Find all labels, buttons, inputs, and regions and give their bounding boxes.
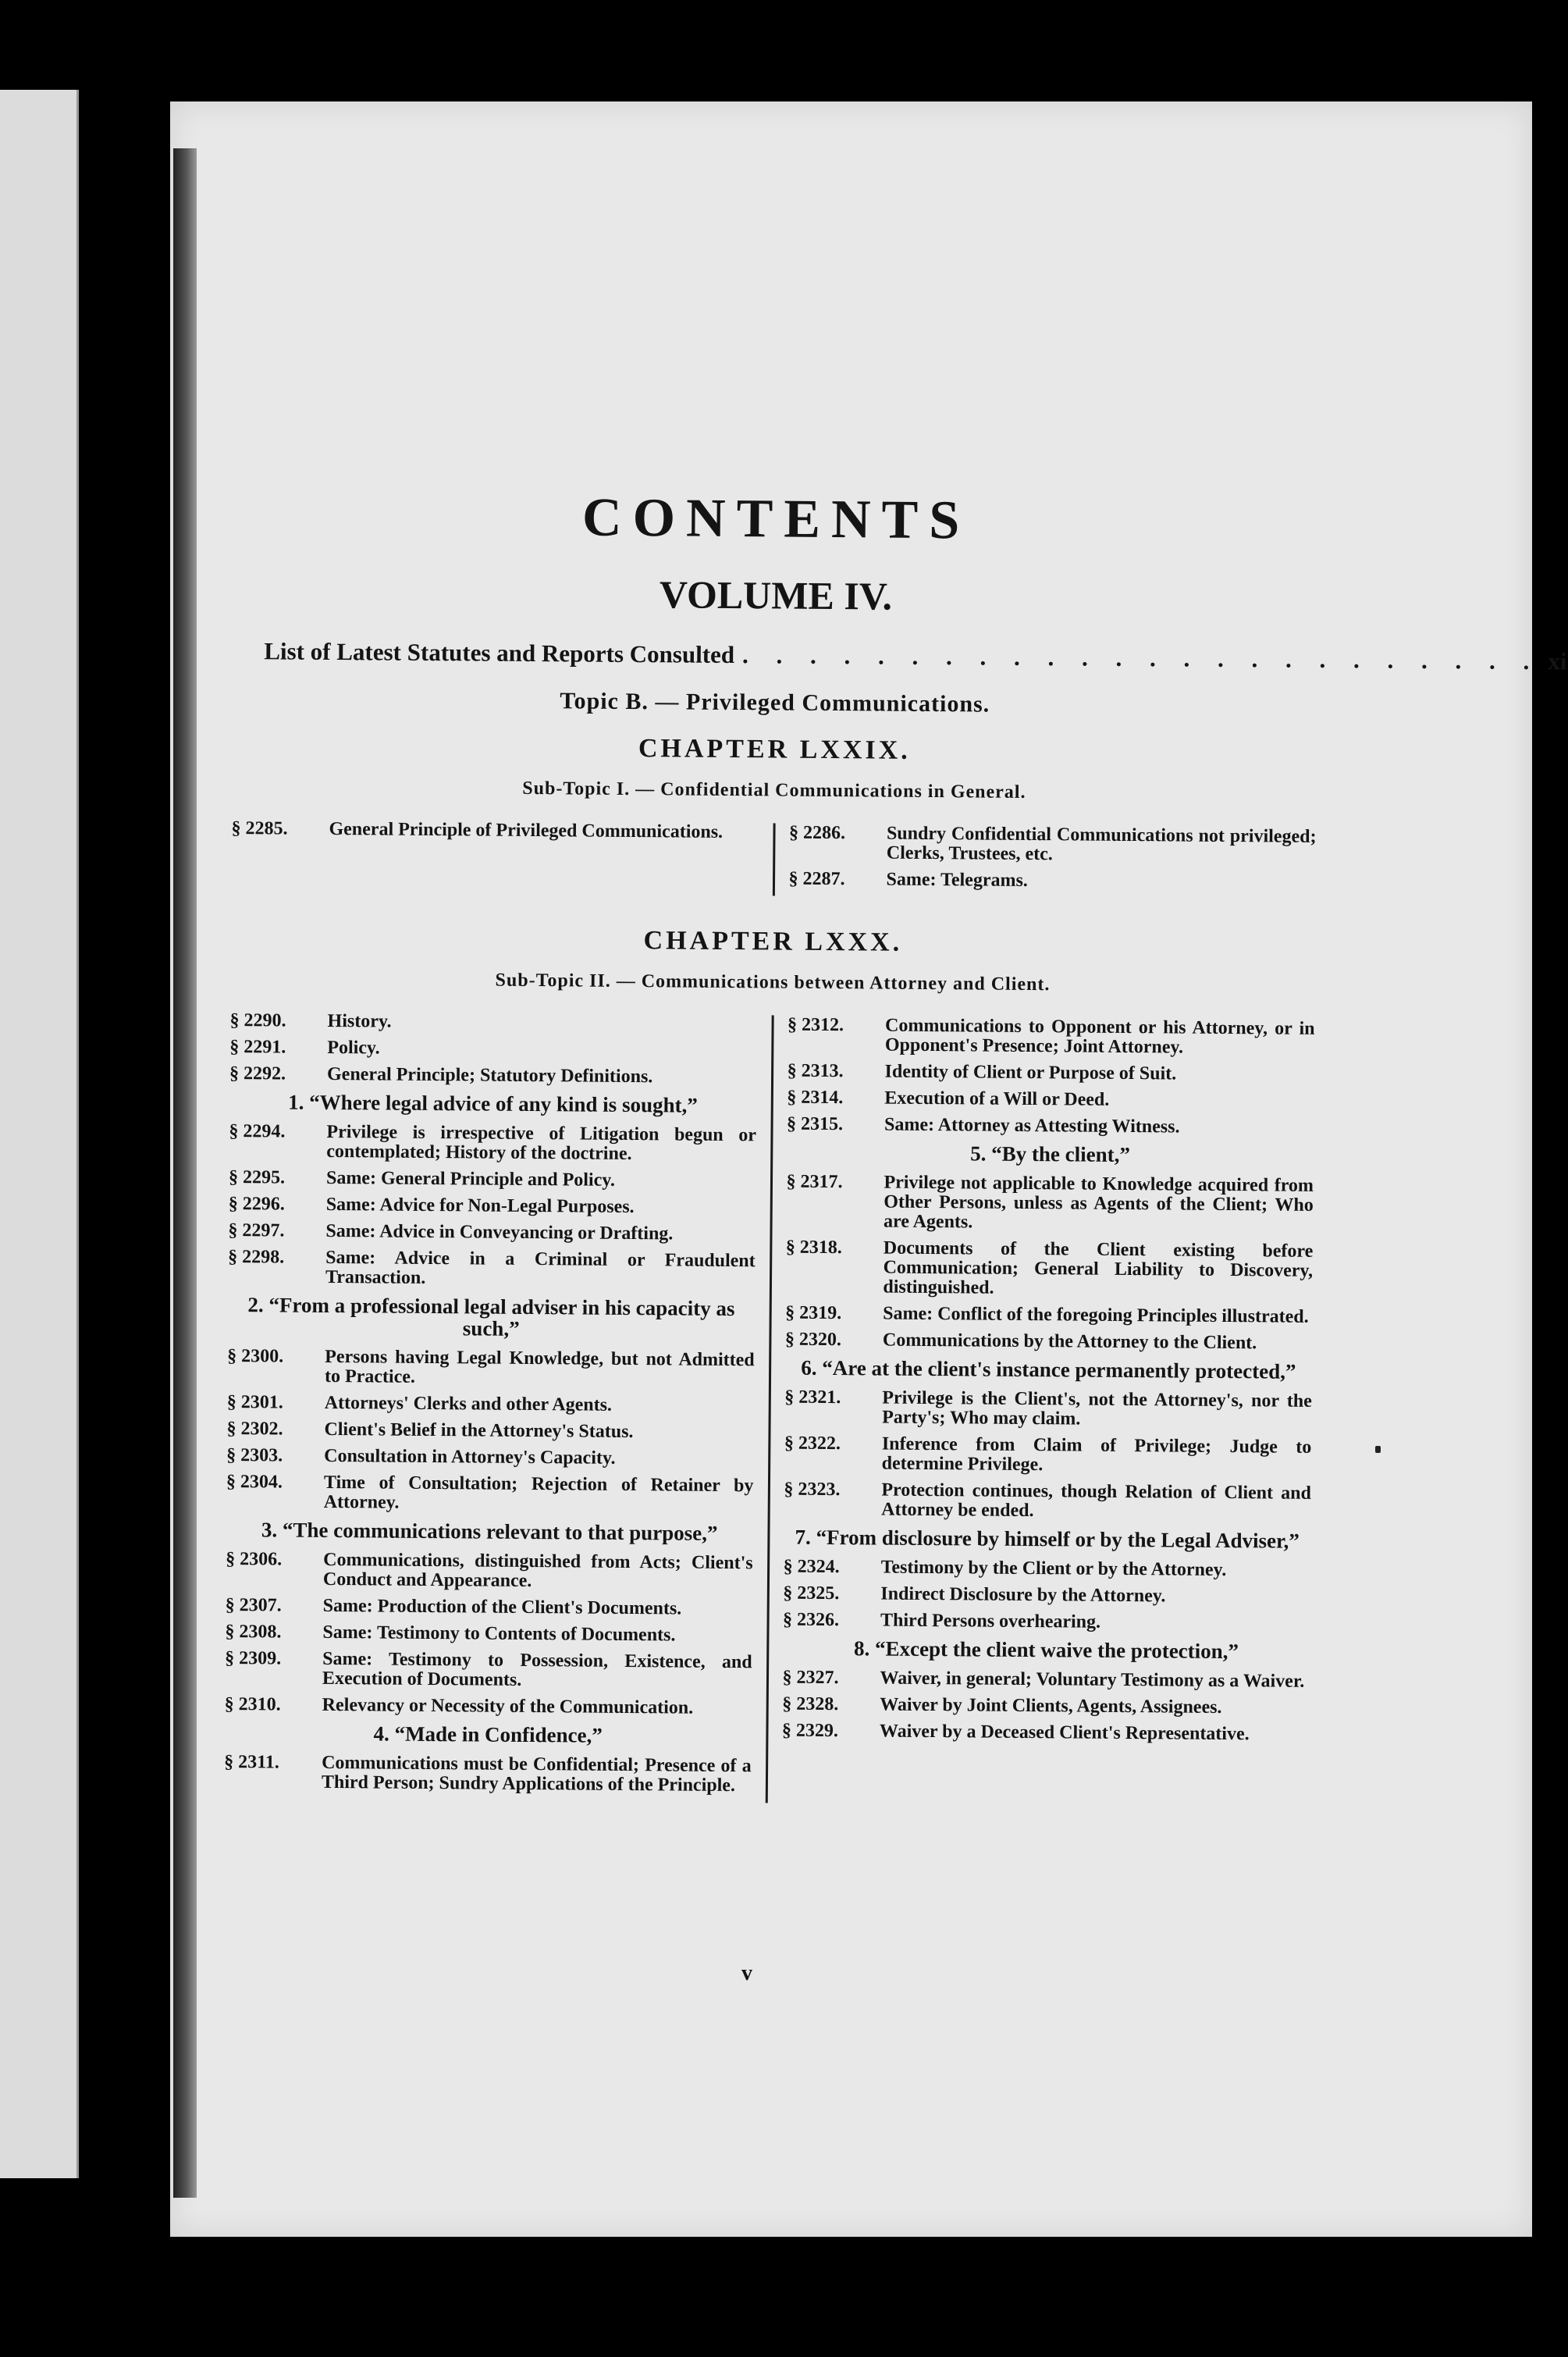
leader-dots: . . . . . . . . . . . . . . . . . . . . . . . .: [741, 641, 1541, 675]
section-title: History.: [327, 1010, 392, 1032]
toc-entry: [782, 1721, 1310, 1745]
section-number: § 2301.: [226, 1391, 283, 1413]
section-title: Documents of the Client existing before Communication; General Liability to Discovery, distinguished.: [883, 1237, 1314, 1298]
section-number: § 2322.: [784, 1433, 841, 1454]
binding-shadow: [173, 148, 197, 2198]
section-number: § 2319.: [785, 1302, 842, 1324]
section-number: § 2320.: [784, 1329, 842, 1351]
chapter-1-columns: [231, 819, 1317, 900]
toc-entry: [229, 1038, 757, 1061]
section-title: Waiver by a Deceased Client's Representative.: [879, 1721, 1250, 1745]
margin-speck: [1375, 1446, 1381, 1453]
section-title: Relevancy or Necessity of the Communication.: [322, 1694, 694, 1718]
toc-entry: [783, 1611, 1310, 1634]
toc-entry: [224, 1753, 752, 1796]
section-number: § 2318.: [785, 1237, 842, 1259]
group-heading: 4. “Made in Confidence,”: [373, 1721, 603, 1747]
section-number: § 2323.: [784, 1479, 841, 1501]
section-number: § 2290.: [229, 1009, 286, 1031]
toc-entry: [784, 1434, 1312, 1477]
section-title: Testimony by the Client or by the Attorney.: [880, 1557, 1227, 1581]
section-title: Communications, distinguished from Acts; Client's Conduct and Appearance.: [322, 1549, 753, 1592]
section-number: § 2325.: [783, 1583, 840, 1604]
right-column: [774, 823, 1316, 899]
subtopic-heading: Sub-Topic II. — Communications between Attorney and Client.: [495, 970, 1051, 995]
section-number: § 2326.: [782, 1609, 840, 1631]
section-title: Privilege is the Client's, not the Attorney's, nor the Party's; Who may claim.: [882, 1387, 1312, 1430]
toc-entry: [784, 1558, 1311, 1581]
section-title: Same: Conflict of the foregoing Principles illustrated.: [883, 1303, 1309, 1327]
section-title: General Principle; Statutory Definitions.: [326, 1063, 653, 1088]
section-number: § 2308.: [225, 1621, 282, 1643]
section-number: § 2302.: [226, 1418, 283, 1440]
group-heading: 8. “Except the client waive the protection,”: [853, 1636, 1239, 1664]
section-title: Privilege not applicable to Knowledge acquired from Other Persons, unless as Agents of the Client; Who are Agents.: [884, 1172, 1314, 1233]
latest-statutes-page: xi: [1548, 647, 1567, 675]
group-heading: 1. “Where legal advice of any kind is sought,”: [288, 1090, 698, 1117]
section-number: § 2295.: [228, 1166, 286, 1188]
toc-entry: [227, 1393, 755, 1416]
toc-entry: [789, 824, 1317, 867]
page-number: v: [741, 1961, 752, 1985]
volume-heading: VOLUME IV.: [659, 572, 893, 618]
section-number: § 2312.: [787, 1014, 844, 1036]
section-number: § 2307.: [225, 1594, 282, 1616]
section-number: § 2287.: [788, 868, 845, 890]
section-number: § 2310.: [224, 1693, 281, 1715]
section-number: § 2292.: [229, 1063, 286, 1084]
toc-entry: [229, 1122, 756, 1165]
topic-heading: Topic B. — Privileged Communications.: [560, 688, 990, 717]
toc-entry: [782, 1695, 1310, 1718]
section-title: Same: Advice in a Criminal or Fraudulent Transaction.: [325, 1247, 756, 1288]
section-number: § 2324.: [783, 1556, 840, 1578]
toc-entry: [782, 1668, 1310, 1692]
toc-entry: [785, 1238, 1313, 1301]
latest-statutes-label: List of Latest Statutes and Reports Consulted: [264, 637, 735, 669]
left-column: [231, 819, 773, 895]
section-title: Same: General Principle and Policy.: [325, 1167, 616, 1191]
section-number: § 2297.: [228, 1219, 285, 1241]
section-number: § 2327.: [782, 1667, 839, 1689]
section-number: § 2286.: [788, 822, 846, 844]
section-number: § 2306.: [226, 1548, 283, 1570]
section-title: Indirect Disclosure by the Attorney.: [880, 1583, 1166, 1607]
section-title: Same: Testimony to Possession, Existence, and Execution of Documents.: [322, 1648, 752, 1690]
toc-entry: [226, 1550, 753, 1593]
group-heading: 7. “From disclosure by himself or by the Legal Adviser,”: [795, 1525, 1300, 1553]
section-number: § 2317.: [786, 1171, 843, 1193]
toc-entry: [227, 1347, 755, 1390]
section-number: § 2328.: [782, 1693, 839, 1715]
toc-entry: [229, 1168, 756, 1191]
section-title: Communications by the Attorney to the Client.: [882, 1330, 1257, 1354]
section-title: Client's Belief in the Attorney's Status.: [324, 1419, 634, 1443]
section-title: Privilege is irrespective of Litigation begun or contemplated; History of the doctrine.: [326, 1121, 757, 1165]
toc-entry: [229, 1195, 756, 1218]
section-number: § 2291.: [229, 1036, 286, 1058]
section-title: Communications to Opponent or his Attorney, or in Opponent's Presence; Joint Attorney.: [884, 1015, 1315, 1058]
toc-entry: [226, 1596, 753, 1619]
toc-entry: [787, 1088, 1314, 1112]
toc-entry: [228, 1221, 756, 1244]
section-title: Same: Attorney as Attesting Witness.: [884, 1114, 1180, 1138]
section-title: Same: Telegrams.: [886, 869, 1028, 892]
toc-entry: [231, 819, 759, 842]
section-title: Attorneys' Clerks and other Agents.: [324, 1392, 613, 1415]
toc-entry: [226, 1419, 754, 1443]
section-title: Consultation in Attorney's Capacity.: [324, 1445, 616, 1469]
toc-entry: [785, 1330, 1313, 1354]
section-number: § 2300.: [227, 1345, 284, 1367]
group-heading: 3. “The communications relevant to that purpose,”: [261, 1518, 718, 1545]
section-number: § 2315.: [786, 1113, 844, 1135]
toc-entry: [225, 1622, 752, 1646]
section-number: § 2303.: [226, 1444, 283, 1466]
section-number: § 2313.: [787, 1060, 844, 1082]
toc-entry: [226, 1446, 754, 1469]
toc-entry: [783, 1584, 1310, 1608]
section-title: General Principle of Privileged Communications.: [329, 818, 724, 842]
section-title: Same: Testimony to Contents of Documents.: [322, 1622, 676, 1646]
section-number: § 2329.: [781, 1720, 839, 1742]
section-title: Third Persons overhearing.: [880, 1610, 1101, 1632]
toc-entry: [230, 1011, 758, 1034]
section-title: Policy.: [327, 1037, 380, 1059]
page-title: CONTENTS: [581, 487, 971, 551]
chapter-heading: CHAPTER LXXX.: [643, 926, 903, 957]
toc-entry: [225, 1695, 752, 1718]
section-title: Same: Advice for Non-Legal Purposes.: [325, 1194, 635, 1218]
section-title: Execution of a Will or Deed.: [884, 1088, 1110, 1110]
section-title: Time of Consultation; Rejection of Retainer by Attorney.: [323, 1472, 754, 1513]
section-number: § 2321.: [784, 1387, 841, 1408]
section-title: Waiver by Joint Clients, Agents, Assignees.: [880, 1694, 1222, 1718]
toc-entry: [788, 1062, 1315, 1085]
toc-entry: [225, 1649, 752, 1692]
toc-entry: [788, 870, 1316, 893]
section-number: § 2296.: [228, 1193, 285, 1215]
section-number: § 2298.: [228, 1246, 285, 1268]
contents-body: [224, 484, 1567, 1807]
section-title: Inference from Claim of Privilege; Judge to determine Privilege.: [881, 1433, 1312, 1476]
group-heading: 5. “By the client,”: [970, 1141, 1131, 1167]
section-title: Sundry Confidential Communications not privileged; Clerks, Trustees, etc.: [886, 823, 1317, 865]
section-title: Same: Advice in Conveyancing or Drafting.: [325, 1220, 674, 1244]
chapter-heading: CHAPTER LXXIX.: [638, 734, 911, 765]
toc-entry: [784, 1388, 1312, 1431]
section-title: Waiver, in general; Voluntary Testimony as a Waiver.: [880, 1668, 1305, 1692]
latest-statutes-line: [264, 637, 1567, 675]
subtopic-heading: Sub-Topic I. — Confidential Communications in General.: [522, 778, 1026, 803]
section-number: § 2294.: [229, 1120, 286, 1142]
section-number: § 2285.: [231, 817, 288, 839]
toc-entry: [786, 1173, 1314, 1235]
chapter-2-columns: [224, 1011, 1315, 1807]
section-title: Communications must be Confidential; Presence of a Third Person; Sundry Applications of the Principle.: [321, 1752, 752, 1796]
section-title: Persons having Legal Knowledge, but not Admitted to Practice.: [324, 1346, 755, 1387]
toc-entry: [228, 1248, 756, 1291]
section-title: Same: Production of the Client's Documents.: [322, 1595, 682, 1619]
section-title: Identity of Client or Purpose of Suit.: [884, 1061, 1177, 1084]
group-heading: 6. “Are at the client's instance permanently protected,”: [801, 1355, 1296, 1383]
toc-entry: [226, 1472, 754, 1515]
section-number: § 2309.: [225, 1647, 282, 1669]
left-column: [224, 1011, 771, 1803]
toc-entry: [784, 1480, 1311, 1523]
section-number: § 2314.: [787, 1087, 844, 1109]
toc-entry: [787, 1115, 1314, 1138]
section-number: § 2311.: [224, 1751, 279, 1773]
toc-entry: [785, 1304, 1313, 1327]
group-heading: 2. “From a professional legal adviser in his capacity as such,”: [247, 1293, 735, 1340]
toc-entry: [788, 1016, 1315, 1059]
toc-entry: [229, 1064, 757, 1088]
section-number: § 2304.: [226, 1471, 283, 1493]
adjacent-page-edge: [0, 90, 79, 2178]
section-title: Protection continues, though Relation of Client and Attorney be ended.: [881, 1479, 1311, 1522]
right-column: [767, 1015, 1314, 1807]
